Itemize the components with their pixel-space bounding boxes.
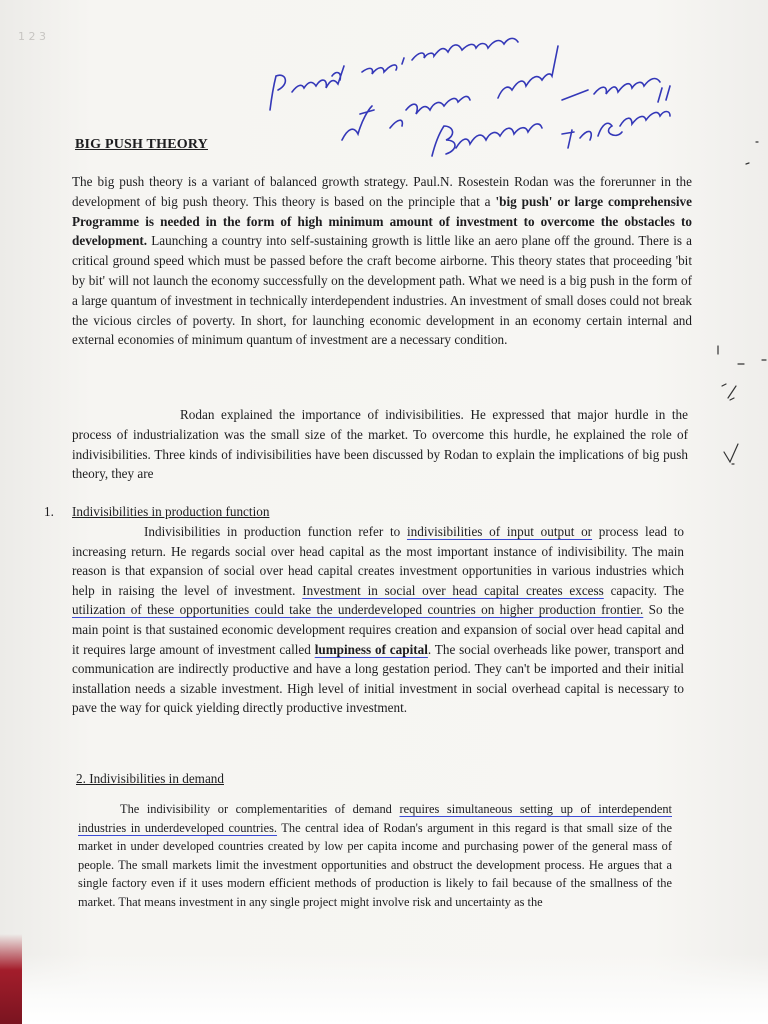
red-edge-mark <box>0 934 22 1024</box>
section-heading-production: Indivisibilities in production function <box>72 504 270 519</box>
page-number: 1 2 3 <box>18 30 46 43</box>
section-number: 1. <box>44 504 54 519</box>
paragraph-indivisibilities: Rodan explained the importance of indivisibilities. He expressed that major hurdle in the process of industrialization was the small size of the market. To overcome this hurdle, he explained the role of indivisibilities. Three kinds of indivisibilities have been discussed by Rodan to explain the implications of big push theory, they are <box>72 407 688 482</box>
paragraph-production-function: Indivisibilities in production function refer to indivisibilities of input output or process lead to increasing return. He regards social over head capital as the most important instance of indivisibility. The main reason is that expansion of social over head capital creates investment opportunities in various industries which help in raising the level of investment. Investment in social over head capital creates excess capacity. The utilization of these opportunities could take the underdeveloped countries on higher production frontier. So the main point is that sustained economic development requires creation and expansion of social over head capital and it requires large amount of investment called lumpiness of capital. The social overheads like power, transport and communication are indirectly productive and have a long gestation period. They can't be imported and their initial installation needs a sizable investment. High level of initial investment in social overhead capital is necessary to pave the way for quick yielding directly productive investment. <box>72 524 684 716</box>
bold-statement: 'big push' or large comprehensive Programme is needed in the form of high minimum amount of investment to overcome the obstacles to development. <box>72 193 692 249</box>
handwritten-note <box>262 14 682 164</box>
margin-marks <box>708 120 768 480</box>
bold-term: lumpiness of capital <box>314 641 428 657</box>
paragraph-demand: The indivisibility or complementarities of demand requires simultaneous setting up of interdependent industries in underdeveloped countries. The central idea of Rodan's argument in this regard is that small size of the market in under developed countries created by low per capita income and purchasing power of the general mass of people. The small markets limit the investment opportunities and obstruct the development process. He argues that a single factory even if it uses modern efficient methods of production is likely to fail because of the smallness of the market. That means investment in any single project might involve risk and uncertainty as the <box>78 802 672 909</box>
section-heading-demand: 2. Indivisibilities in demand <box>76 771 224 786</box>
page-bottom-shade <box>0 954 768 1024</box>
paragraph-intro: The big push theory is a variant of balanced growth strategy. Paul.N. Rosestein Rodan was the forerunner in the development of big push theory. This theory is based on the principle that a 'big push' or large comprehensive Programme is needed in the form of high minimum amount of investment to overcome the obstacles to development. Launching a country into self-sustaining growth is little like an aero plane off the ground. There is a critical ground speed which must be passed before the craft become airborne. This theory states that proceeding 'bit by bit' will not launch the economy successfully on the development path. What we need is a big push in the form of a large quantum of investment in technically interdependent industries. An investment of small doses could not break the vicious circles of poverty. In short, for launching economic development in an economy certain internal and external economies of minimum quantum of investment are a necessary condition. <box>72 174 692 348</box>
page-title: BIG PUSH THEORY <box>75 137 208 152</box>
